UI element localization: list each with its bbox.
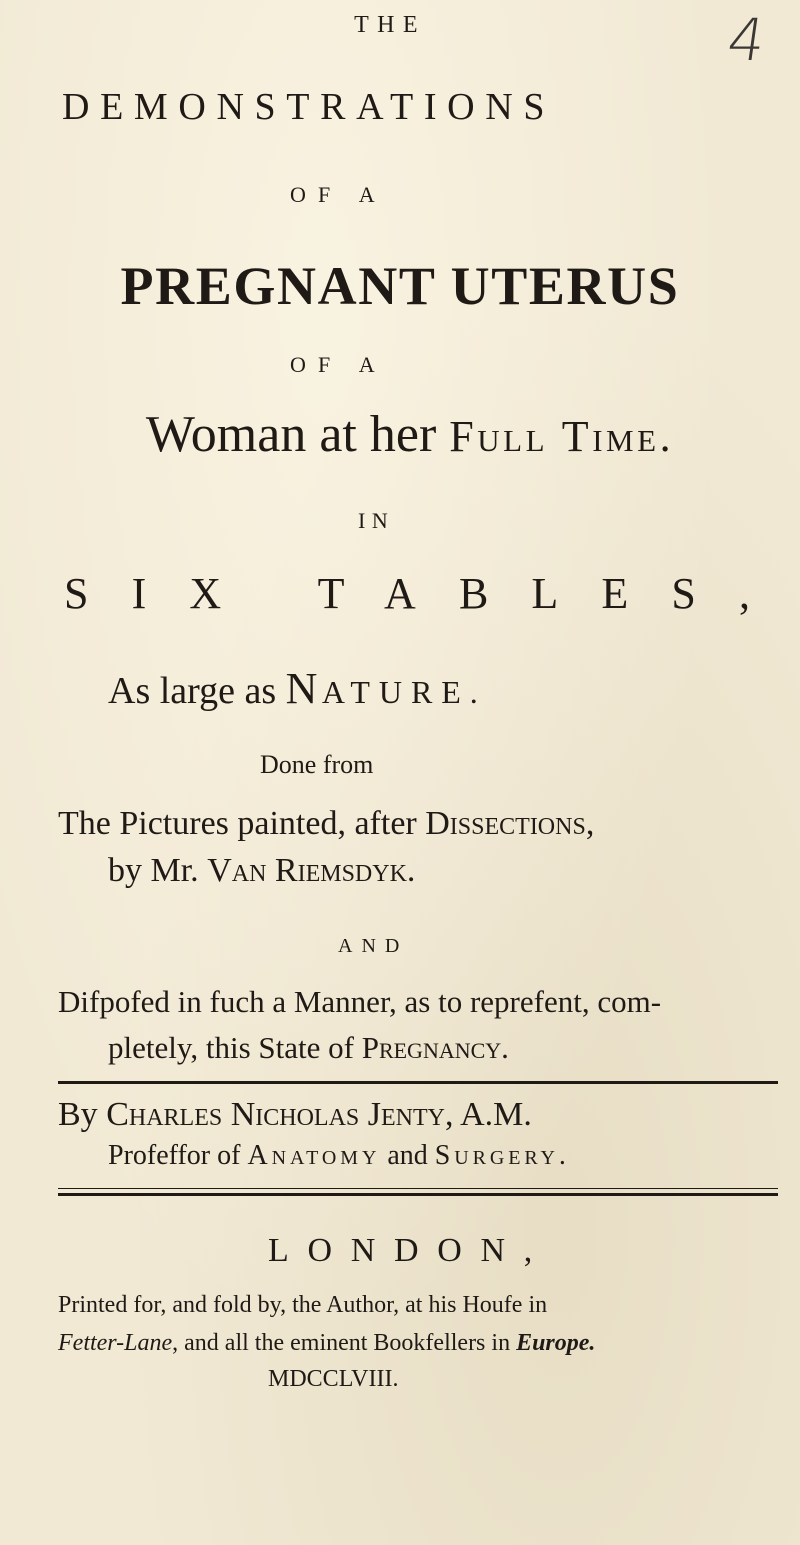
heading-in: IN bbox=[358, 508, 395, 533]
handwritten-number-mark: 4 bbox=[723, 6, 770, 74]
divider-rule-thin bbox=[58, 1188, 778, 1189]
line-done-from: Done from bbox=[260, 750, 374, 779]
by-mr-text: by Mr. bbox=[108, 852, 208, 889]
line-author bbox=[58, 1096, 798, 1134]
line-and: AND bbox=[338, 935, 409, 957]
dissections-text: Dissections, bbox=[425, 805, 595, 842]
nature-initial: N bbox=[285, 664, 322, 713]
woman-text: Woman at her bbox=[145, 406, 450, 463]
divider-rule-bottom bbox=[58, 1193, 778, 1196]
line-by-mr-van-riemsdyk bbox=[108, 852, 788, 890]
imprint-city: LONDON, bbox=[268, 1232, 551, 1269]
nature-rest: ATURE. bbox=[321, 674, 487, 710]
anatomy-text: Anatomy bbox=[247, 1140, 381, 1171]
heading-of-a-2: OF A bbox=[290, 352, 387, 377]
pictures-text: The Pictures painted, after bbox=[58, 805, 426, 842]
imprint-line-2 bbox=[58, 1330, 798, 1357]
van-riemsdyk-text: Van Riemsdyk. bbox=[207, 852, 416, 889]
line-disposed-2 bbox=[108, 1030, 788, 1066]
professor-text: Profeffor of bbox=[108, 1140, 248, 1171]
line-pictures-painted bbox=[58, 805, 798, 843]
line-disposed-1: Difpofed in fuch a Manner, as to reprefent, com- bbox=[58, 984, 662, 1019]
line-as-large-as-nature bbox=[108, 663, 758, 714]
booksellers-text: , and all the eminent Bookfellers in bbox=[172, 1330, 517, 1356]
fetter-lane-text: Fetter-Lane bbox=[58, 1330, 173, 1356]
heading-demonstrations: DEMONSTRATIONS bbox=[62, 86, 556, 128]
author-name: Charles Nicholas Jenty, bbox=[106, 1096, 454, 1133]
heading-the: THE bbox=[354, 12, 426, 38]
europe-text: Europe. bbox=[516, 1330, 596, 1356]
completely-text: pletely, this State of bbox=[108, 1030, 362, 1065]
divider-rule-top bbox=[58, 1081, 778, 1084]
as-large-as-text: As large as bbox=[108, 670, 286, 712]
author-degree: A.M. bbox=[453, 1096, 532, 1133]
line-professor bbox=[108, 1140, 788, 1172]
heading-woman-full-time bbox=[30, 405, 790, 464]
heading-six-tables: SIX TABLES, bbox=[64, 569, 794, 618]
surgery-text: Surgery. bbox=[434, 1140, 570, 1171]
by-text: By bbox=[58, 1096, 107, 1133]
heading-of-a-1: OF A bbox=[290, 182, 387, 207]
and-text: and bbox=[380, 1140, 435, 1171]
full-time-text: Full Time. bbox=[449, 412, 675, 461]
imprint-line-1: Printed for, and fold by, the Author, at his Houfe in bbox=[58, 1292, 548, 1318]
heading-pregnant-uterus: PREGNANT UTERUS bbox=[120, 256, 680, 316]
pregnancy-text: Pregnancy. bbox=[361, 1030, 509, 1065]
imprint-date: MDCCLVIII. bbox=[268, 1366, 399, 1392]
